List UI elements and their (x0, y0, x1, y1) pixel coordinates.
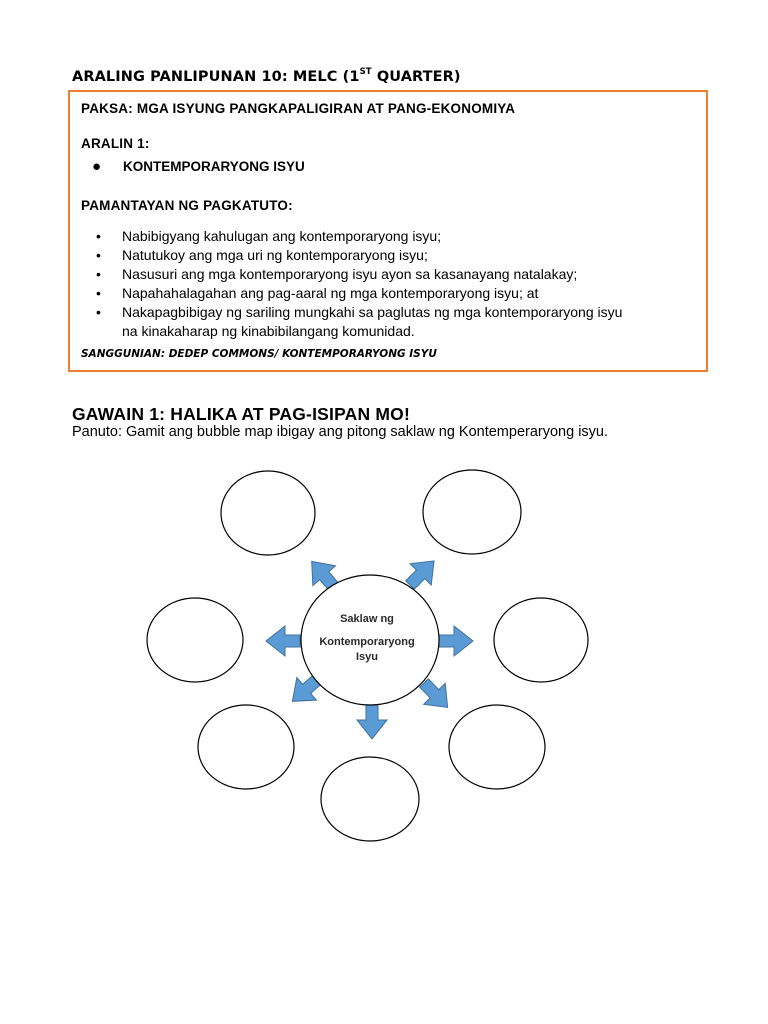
bullet-icon: • (96, 285, 101, 301)
title-text-end: QUARTER) (371, 68, 461, 85)
objective-text: Nakapagbibigay ng sariling mungkahi sa paglutas ng mga kontemporaryong isyu (122, 304, 623, 320)
aralin-topic: KONTEMPORARYONG ISYU (123, 159, 305, 174)
title-superscript: ST (359, 67, 372, 77)
objective-text: Nasusuri ang mga kontemporaryong isyu ayon sa kasanayang natalakay; (122, 266, 578, 282)
bullet-icon: • (96, 228, 101, 244)
answer-bubble-bottom-right[interactable] (449, 705, 545, 789)
bullet-icon: • (96, 266, 101, 282)
center-label-line3: Isyu (355, 651, 379, 663)
arrow-right (439, 626, 473, 656)
center-label-line1: Saklaw ng (340, 613, 394, 625)
answer-bubble-left[interactable] (147, 598, 243, 682)
arrow-left (266, 626, 300, 656)
objective-text: na kinakaharap ng kinabibilangang komunidad. (122, 323, 415, 339)
answer-bubble-right[interactable] (494, 598, 588, 682)
center-label-line2: Kontemporaryong (319, 636, 415, 648)
activity-title: GAWAIN 1: HALIKA AT PAG-ISIPAN MO! (72, 404, 410, 424)
bullet-icon: • (96, 304, 101, 320)
answer-bubble-top-right[interactable] (423, 470, 521, 554)
objective-text: Napahahalagahan ang pag-aaral ng mga kontemporaryong isyu; at (122, 285, 539, 301)
sanggunian-reference: SANGGUNIAN: DEDEP COMMONS/ KONTEMPORARYONG ISYU (81, 348, 437, 360)
bullet-icon: • (96, 247, 101, 263)
title-text: ARALING PANLIPUNAN 10: MELC (1 (72, 68, 360, 85)
objective-text: Nabibigyang kahulugan ang kontemporaryong isyu; (122, 228, 442, 244)
objective-text: Natutukoy ang mga uri ng kontemporaryong isyu; (122, 247, 428, 263)
bullet-icon: ● (92, 158, 102, 175)
activity-instruction: Panuto: Gamit ang bubble map ibigay ang pitong saklaw ng Kontemperaryong isyu. (72, 424, 609, 440)
answer-bubble-bottom-left[interactable] (198, 705, 294, 789)
answer-bubble-bottom[interactable] (321, 757, 419, 841)
pamantayan-heading: PAMANTAYAN NG PAGKATUTO: (81, 198, 293, 213)
aralin-heading: ARALIN 1: (81, 136, 150, 151)
paksa-heading: PAKSA: MGA ISYUNG PANGKAPALIGIRAN AT PANG-EKONOMIYA (81, 101, 516, 116)
arrow-down (357, 705, 387, 739)
answer-bubble-top-left[interactable] (221, 471, 315, 555)
